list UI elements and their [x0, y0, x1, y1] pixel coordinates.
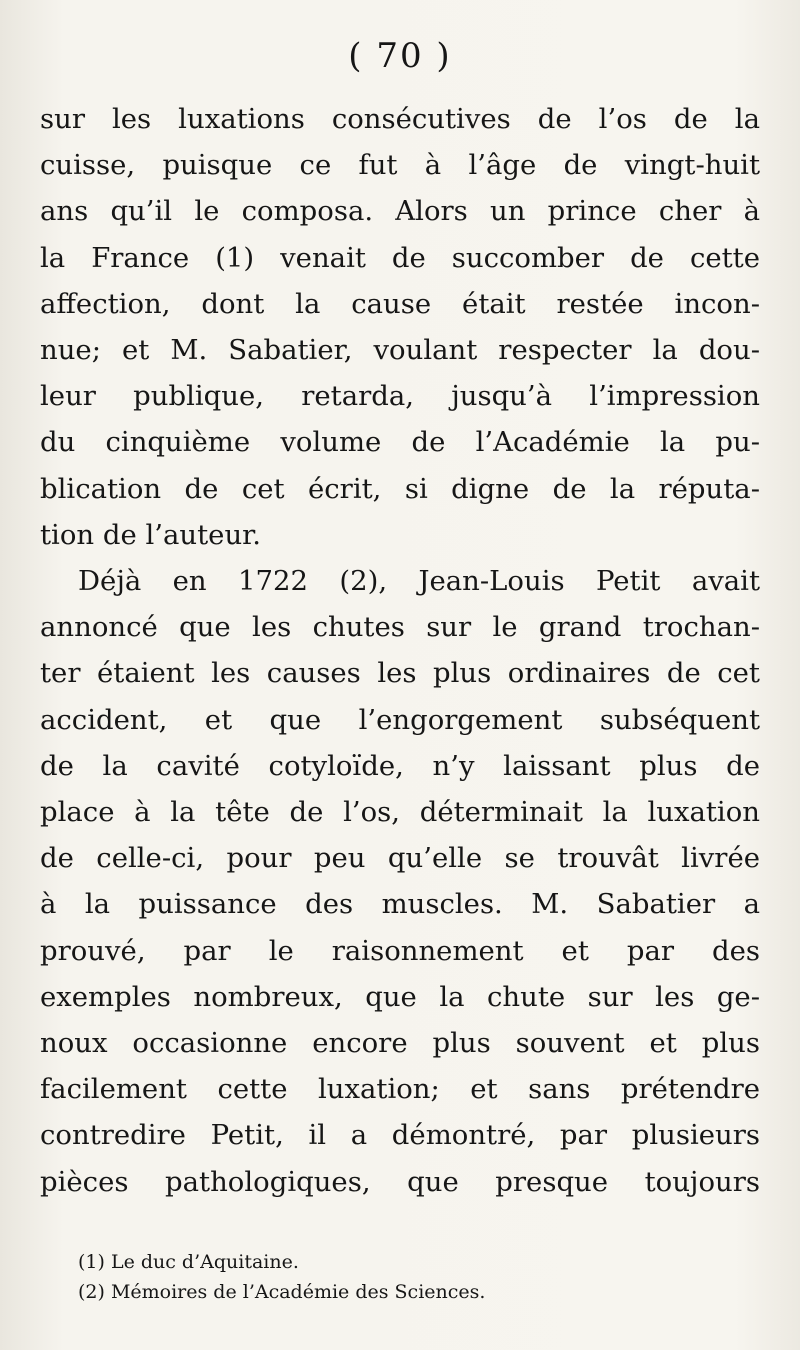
text-line: noux occasionne encore plus souvent et plus: [40, 1027, 760, 1060]
text-line: affection, dont la cause était restée incon-: [40, 287, 760, 320]
text-line: prouvé, par le raisonnement et par des: [40, 934, 760, 967]
text-line: leur publique, retarda, jusqu’à l’impression: [40, 380, 760, 413]
text-line: annoncé que les chutes sur le grand trochan-: [40, 611, 760, 644]
text-line: contredire Petit, il a démontré, par plusieurs: [40, 1119, 760, 1152]
body-text: [40, 96, 760, 1205]
text-line: du cinquième volume de l’Académie la pu-: [40, 426, 760, 459]
text-line: de celle-ci, pour peu qu’elle se trouvât livrée: [40, 842, 760, 875]
footnote-1: (1) Le duc d’Aquitaine.: [78, 1251, 299, 1273]
text-line: exemples nombreux, que la chute sur les ge-: [40, 980, 760, 1013]
text-line: ans qu’il le composa. Alors un prince cher à: [40, 195, 760, 228]
paragraph-2: [40, 558, 760, 1205]
text-line: de la cavité cotyloïde, n’y laissant plus de: [40, 749, 760, 782]
text-line: blication de cet écrit, si digne de la réputa-: [40, 472, 760, 505]
text-line: Déjà en 1722 (2), Jean-Louis Petit avait: [78, 565, 760, 598]
paragraph-1: [40, 96, 760, 558]
text-line: tion de l’auteur.: [40, 518, 262, 551]
footnote-2: (2) Mémoires de l’Académie des Sciences.: [78, 1281, 486, 1303]
text-line: pièces pathologiques, que presque toujours: [40, 1165, 760, 1198]
text-line: accident, et que l’engorgement subséquent: [40, 703, 760, 736]
text-line: nue; et M. Sabatier, voulant respecter la dou-: [40, 334, 760, 367]
text-line: ter étaient les causes les plus ordinaires de cet: [40, 657, 760, 690]
page-number: ( 70 ): [348, 36, 452, 76]
footnotes: [78, 1247, 758, 1307]
text-line: facilement cette luxation; et sans prétendre: [40, 1073, 760, 1106]
text-line: place à la tête de l’os, déterminait la luxation: [40, 796, 760, 829]
text-line: la France (1) venait de succomber de cette: [40, 241, 760, 274]
text-line: à la puissance des muscles. M. Sabatier a: [40, 888, 760, 921]
text-line: sur les luxations consécutives de l’os de la: [40, 103, 760, 135]
text-line: cuisse, puisque ce fut à l’âge de vingt-huit: [40, 149, 760, 182]
